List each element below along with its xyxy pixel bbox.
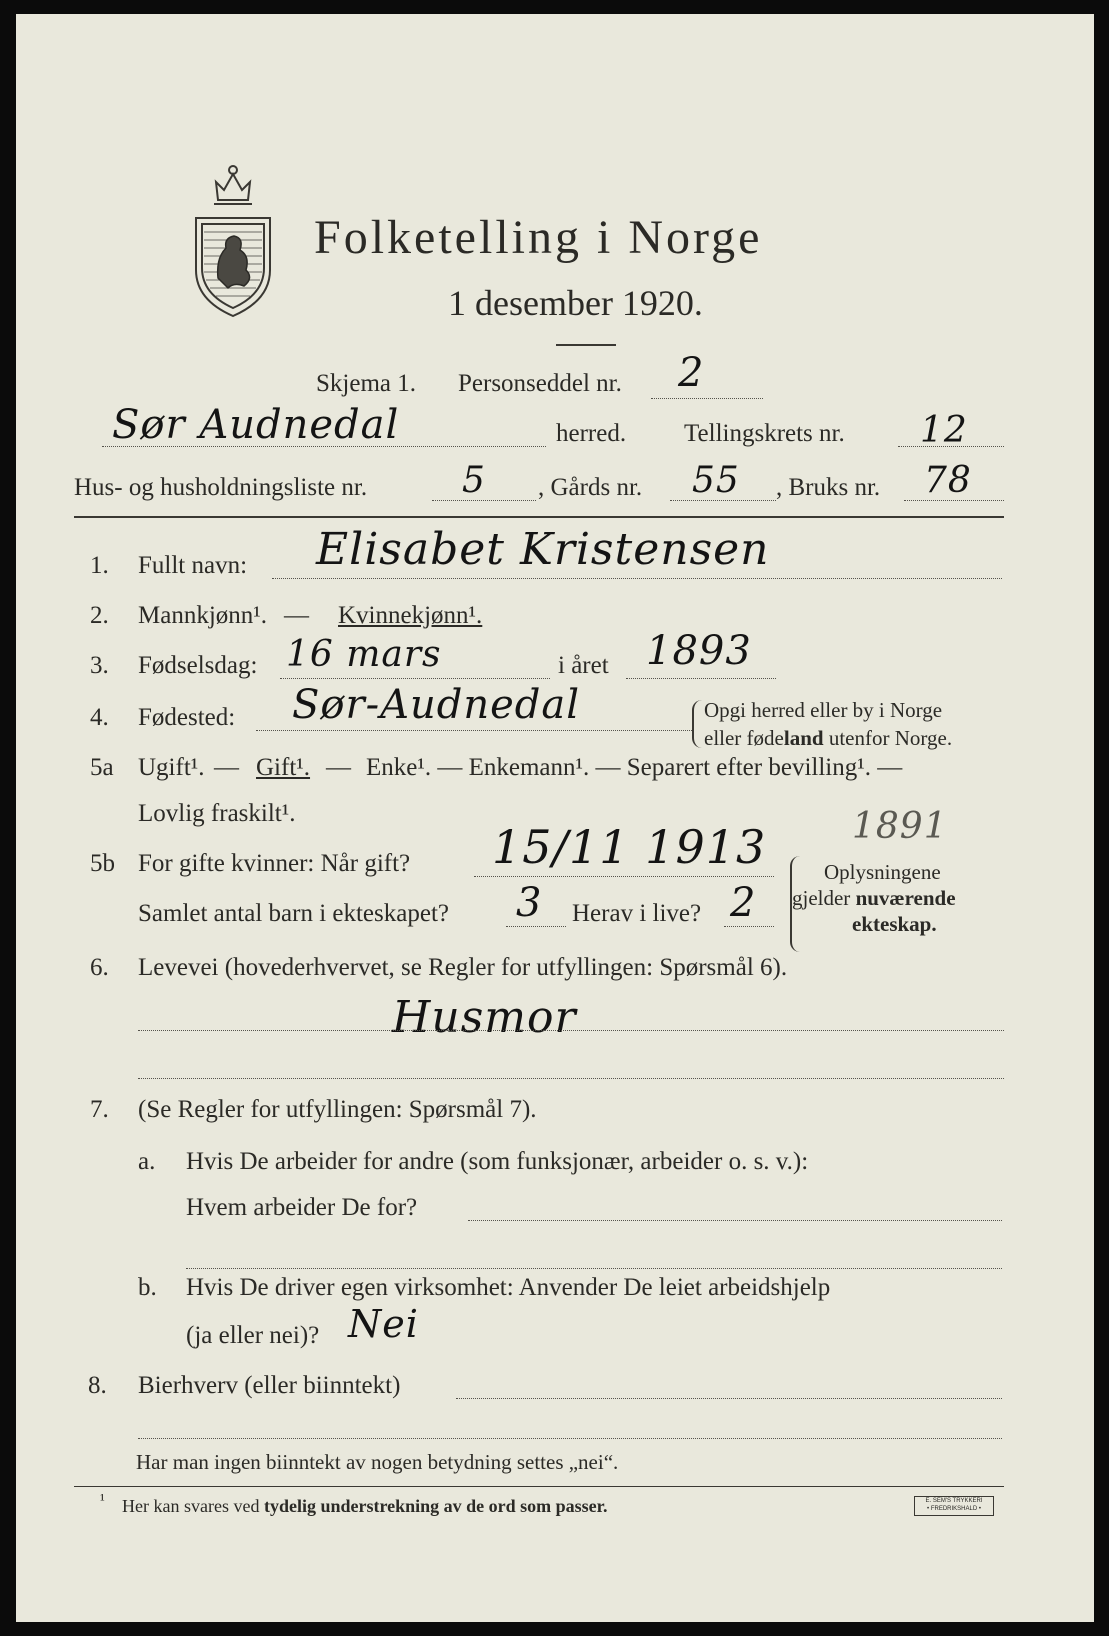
title-rule	[556, 344, 616, 346]
marriage-side-year: 1891	[852, 806, 948, 847]
q5b-note-3: ekteskap.	[852, 912, 937, 936]
birthday-value: 16 mars	[286, 634, 442, 675]
q4-line	[256, 730, 692, 731]
gender-dash: —	[284, 602, 309, 629]
q3-line	[280, 678, 550, 679]
coat-of-arms-icon	[188, 160, 278, 320]
year-label: i året	[558, 652, 609, 679]
q1-line	[272, 578, 1002, 579]
q7a-line-2	[186, 1268, 1002, 1269]
occupation-value: Husmor	[392, 992, 577, 1043]
q5b-label: For gifte kvinner: Når gift?	[138, 850, 411, 877]
q4-note-1: Opgi herred eller by i Norge	[704, 698, 943, 722]
q7b-letter: b.	[138, 1274, 157, 1301]
q1-label: Fullt navn:	[138, 552, 248, 579]
q6-line-2	[138, 1078, 1004, 1079]
gards-value: 55	[692, 460, 740, 501]
status-rest: Enke¹. — Enkemann¹. — Separert efter bevilling¹. —	[366, 754, 903, 781]
alive-value: 2	[730, 880, 757, 926]
q5b-number: 5b	[90, 850, 115, 877]
q7b-text: Hvis De driver egen virksomhet: Anvender De leiet arbeidshjelp	[186, 1274, 831, 1301]
q4-number: 4.	[90, 704, 109, 731]
marriage-date-value: 15/11 1913	[492, 820, 767, 874]
bruks-value: 78	[924, 460, 972, 501]
alive-line	[724, 926, 774, 927]
census-form	[16, 14, 1094, 1622]
q3-number: 3.	[90, 652, 109, 679]
personseddel-value: 2	[678, 350, 705, 396]
full-name-value: Elisabet Kristensen	[316, 524, 770, 575]
q8-note: Har man ingen biinntekt av nogen betydning settes „nei“.	[136, 1450, 619, 1474]
q5b-note-1: Oplysningene	[824, 860, 941, 884]
q8-line-2	[138, 1438, 1002, 1439]
tellingskrets-label: Tellingskrets nr.	[684, 420, 845, 447]
personseddel-line	[651, 398, 763, 399]
status-dash-1: —	[214, 754, 239, 781]
q7b-question: (ja eller nei)?	[186, 1322, 320, 1349]
q6-number: 6.	[90, 954, 109, 981]
q1-number: 1.	[90, 552, 109, 579]
q7-label: (Se Regler for utfyllingen: Spørsmål 7).	[138, 1096, 537, 1123]
hired-help-value: Nei	[348, 1302, 419, 1346]
birthplace-value: Sør-Audnedal	[292, 682, 581, 728]
status-ugift: Ugift¹.	[138, 754, 205, 781]
bruks-label: , Bruks nr.	[776, 474, 881, 501]
tellingskrets-value: 12	[920, 410, 968, 451]
q7-number: 7.	[90, 1096, 109, 1123]
q5b-line	[474, 876, 774, 877]
q4-note-2: eller fødeland utenfor Norge.	[704, 726, 953, 750]
q8-line-1	[456, 1398, 1002, 1399]
skjema-label: Skjema 1.	[316, 370, 416, 397]
hus-value: 5	[462, 460, 486, 501]
q4-label: Fødested:	[138, 704, 236, 731]
children-label: Samlet antal barn i ekteskapet?	[138, 900, 449, 927]
herred-value: Sør Audnedal	[112, 402, 400, 448]
q7a-question: Hvem arbeider De for?	[186, 1194, 418, 1221]
q7a-text: Hvis De arbeider for andre (som funksjonær, arbeider o. s. v.):	[186, 1148, 809, 1175]
children-value: 3	[516, 880, 543, 926]
q2-number: 2.	[90, 602, 109, 629]
q5b-note-2: gjelder nuværende	[792, 886, 956, 910]
form-title: Folketelling i Norge	[314, 211, 763, 264]
printer-line-2: • FREDRIKSHALD •	[927, 1506, 981, 1512]
printer-stamp	[914, 1496, 994, 1516]
q8-label: Bierhverv (eller biinntekt)	[138, 1372, 401, 1399]
herred-label: herred.	[556, 420, 627, 447]
children-line	[506, 926, 566, 927]
q6-label: Levevei (hovederhvervet, se Regler for utfyllingen: Spørsmål 6).	[138, 954, 788, 981]
birth-year-value: 1893	[646, 628, 752, 674]
footnote-mark: ¹	[100, 1492, 105, 1509]
header-divider	[74, 516, 1004, 518]
personseddel-label: Personseddel nr.	[458, 370, 622, 397]
footnote-text: Her kan svares ved tydelig understrekning av de ord som passer.	[122, 1496, 608, 1516]
alive-label: Herav i live?	[572, 900, 702, 927]
q5a-number: 5a	[90, 754, 114, 781]
footnote-divider	[74, 1486, 1004, 1487]
census-date: 1 desember 1920.	[448, 283, 703, 323]
printer-line-1: E. SEM'S TRYKKERI	[925, 1498, 983, 1504]
q3-label: Fødselsdag:	[138, 652, 258, 679]
status-dash-2: —	[326, 754, 351, 781]
status-fraskilt: Lovlig fraskilt¹.	[138, 800, 296, 827]
q7a-letter: a.	[138, 1148, 156, 1175]
gender-male: Mannkjønn¹.	[138, 602, 268, 629]
q8-number: 8.	[88, 1372, 107, 1399]
q4-brace	[692, 700, 702, 748]
year-line	[626, 678, 776, 679]
gards-label: , Gårds nr.	[538, 474, 643, 501]
hus-label: Hus- og husholdningsliste nr.	[74, 474, 368, 501]
status-gift: Gift¹.	[256, 754, 311, 781]
q6-line-1	[138, 1030, 1004, 1031]
q7a-line-1	[468, 1220, 1002, 1221]
gender-female: Kvinnekjønn¹.	[338, 602, 483, 629]
